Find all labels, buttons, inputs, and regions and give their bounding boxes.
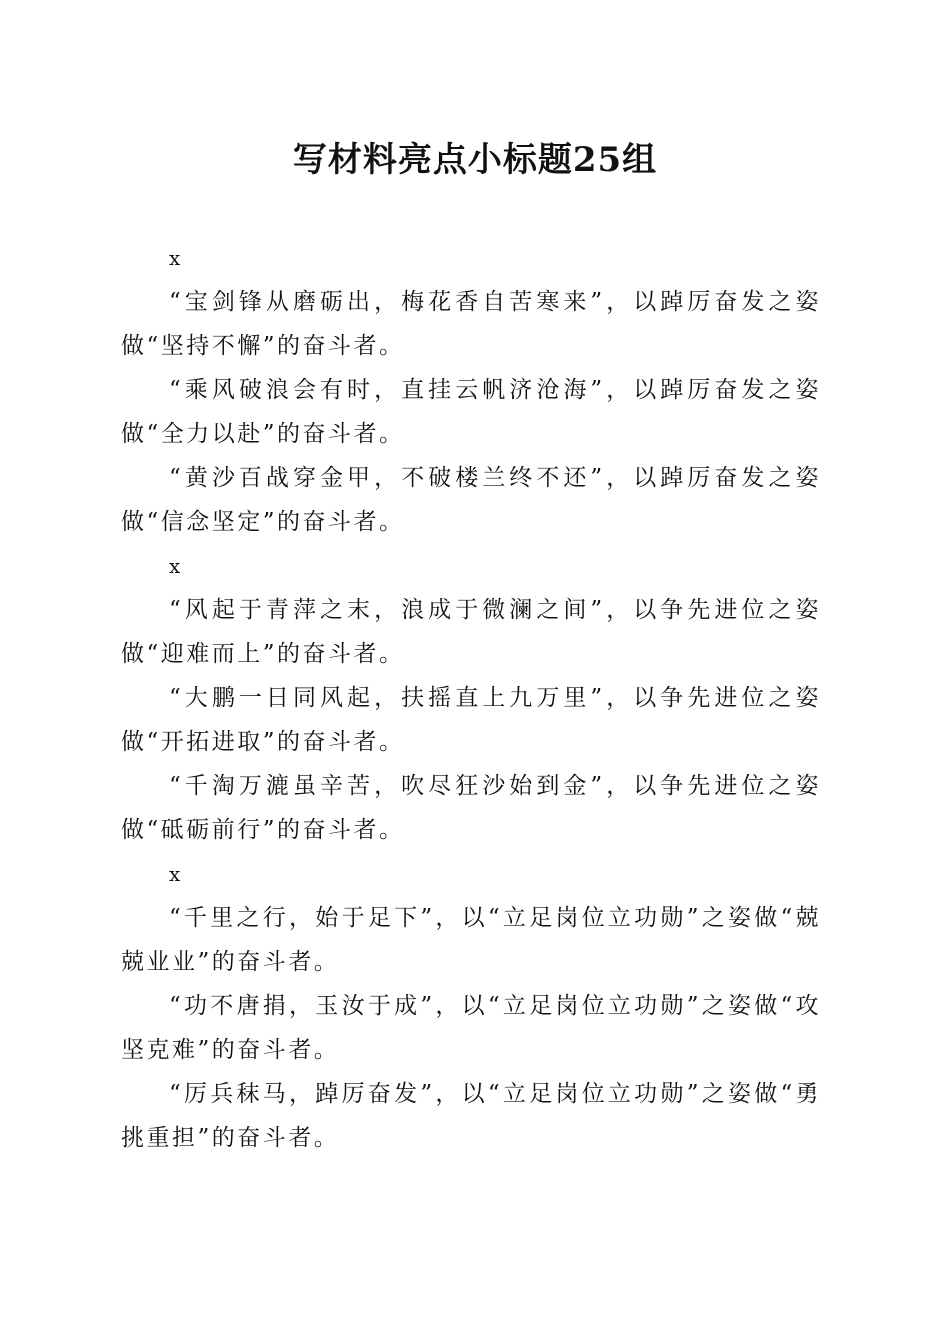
- document-title: 写材料亮点小标题25组: [292, 140, 658, 180]
- paragraph: “功不唐捐，玉汝于成”，以“立足岗位立功勋”之姿做“攻坚克难”的奋斗者。: [121, 993, 821, 1063]
- paragraph: “千淘万漉虽辛苦，吹尽狂沙始到金”，以争先进位之姿做“砥砺前行”的奋斗者。: [121, 773, 821, 843]
- paragraph: “千里之行，始于足下”，以“立足岗位立功勋”之姿做“兢兢业业”的奋斗者。: [121, 905, 821, 975]
- paragraph: “风起于青萍之末，浪成于微澜之间”，以争先进位之姿做“迎难而上”的奋斗者。: [121, 597, 821, 667]
- paragraph: “黄沙百战穿金甲，不破楼兰终不还”，以踔厉奋发之姿做“信念坚定”的奋斗者。: [121, 465, 821, 535]
- paragraph: “大鹏一日同风起，扶摇直上九万里”，以争先进位之姿做“开拓进取”的奋斗者。: [121, 685, 821, 755]
- paragraph: “宝剑锋从磨砺出，梅花香自苦寒来”，以踔厉奋发之姿做“坚持不懈”的奋斗者。: [121, 289, 821, 359]
- section-marker: x: [169, 246, 181, 270]
- paragraph: “乘风破浪会有时，直挂云帆济沧海”，以踔厉奋发之姿做“全力以赴”的奋斗者。: [121, 377, 821, 447]
- section-marker: x: [169, 554, 181, 578]
- document-body: [121, 236, 821, 1160]
- paragraph: “厉兵秣马，踔厉奋发”，以“立足岗位立功勋”之姿做“勇挑重担”的奋斗者。: [121, 1081, 821, 1151]
- section-marker: x: [169, 862, 181, 886]
